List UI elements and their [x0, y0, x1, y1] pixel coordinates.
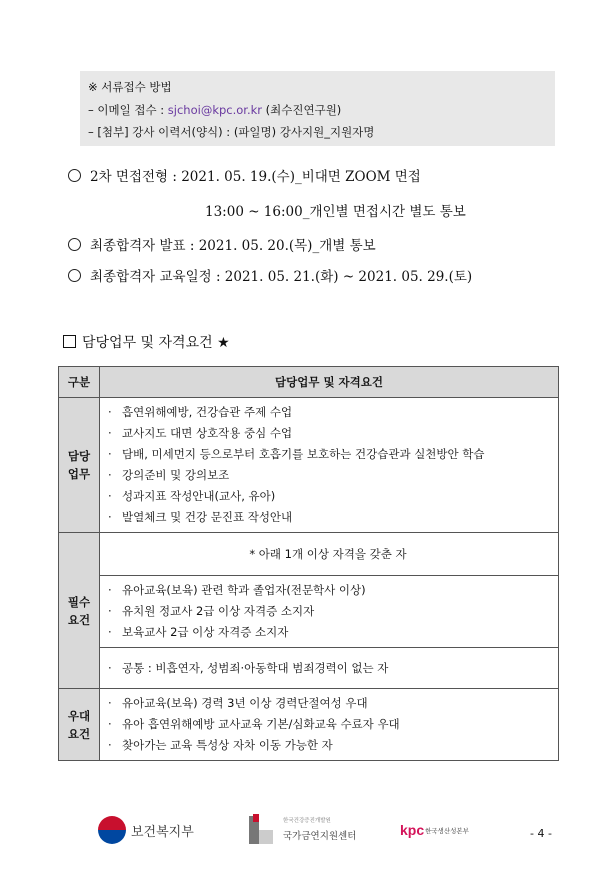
interview-time: 13:00 ~ 16:00_개인별 면접시간 별도 통보 [205, 204, 466, 220]
list-item: · 유치원 정교사 2급 이상 자격증 소지자 [108, 604, 315, 618]
ncsc-mark-icon [247, 814, 277, 846]
duties-table [58, 366, 559, 761]
final-announce-text: 최종합격자 발표 : 2021. 05. 20.(목)_개별 통보 [90, 238, 376, 254]
page-number: - 4 - [530, 827, 552, 840]
list-item: · 담배, 미세먼지 등으로부터 호흡기를 보호하는 건강습관과 실천방안 학습 [108, 447, 485, 461]
required-common: · 공통 : 비흡연자, 성범죄·아동학대 범죄경력이 없는 자 [100, 648, 559, 689]
list-item: · 유아교육(보육) 관련 학과 졸업자(전문학사 이상) [108, 583, 366, 597]
header-content: 담당업무 및 자격요건 [100, 367, 559, 398]
list-item: · 찾아가는 교육 특성상 자차 이동 가능한 자 [108, 738, 333, 752]
circle-bullet-icon [68, 238, 81, 251]
section-title-text: 담당업무 및 자격요건 ★ [82, 335, 230, 351]
list-item: · 강의준비 및 강의보조 [108, 468, 230, 482]
email-link[interactable]: sjchoi@kpc.or.kr [167, 103, 263, 117]
training-item [68, 265, 472, 285]
required-row [59, 533, 559, 576]
list-item: · 유아교육(보육) 경력 3년 이상 경력단절여성 우대 [108, 696, 368, 710]
email-line [88, 102, 341, 118]
kpc-mark: kpc [400, 822, 425, 838]
application-method-box [80, 71, 555, 146]
required-label: 필수 요건 [59, 533, 100, 689]
email-suffix: (최수진연구원) [262, 103, 342, 117]
required-items-row [59, 576, 559, 648]
header-category: 구분 [59, 367, 100, 398]
table-header-row [59, 367, 559, 398]
notice-title: ※ 서류접수 방법 [88, 80, 172, 94]
list-item: · 교사지도 대면 상호작용 중심 수업 [108, 426, 293, 440]
list-item: · 보육교사 2급 이상 자격증 소지자 [108, 625, 289, 639]
preferred-row [59, 689, 559, 761]
preferred-list [100, 689, 559, 761]
email-prefix: – 이메일 접수 : [88, 103, 168, 117]
duties-list [100, 398, 559, 533]
ncsc-logo [247, 812, 387, 848]
kpc-logo [400, 812, 510, 848]
duties-label: 담당 업무 [59, 398, 100, 533]
required-note: * 아래 1개 이상 자격을 갖춘 자 [100, 533, 559, 576]
ncsc-name-text: 국가금연지원센터 [283, 831, 357, 842]
list-item: · 흡연위해예방, 건강습관 주제 수업 [108, 405, 293, 419]
section-title [63, 332, 230, 352]
mohw-logo-text: 보건복지부 [131, 825, 194, 840]
circle-bullet-icon [68, 169, 81, 182]
duties-row [59, 398, 559, 533]
interview-item [68, 165, 421, 185]
circle-bullet-icon [68, 269, 81, 282]
attachment-line: – [첨부] 강사 이력서(양식) : (파일명) 강사지원_지원자명 [88, 125, 375, 139]
list-item: · 발열체크 및 건강 문진표 작성안내 [108, 510, 293, 524]
kpc-name-text: 한국생산성본부 [425, 827, 469, 835]
list-item: · 유아 흡연위해예방 교사교육 기본/심화교육 수료자 우대 [108, 717, 400, 731]
taegeuk-emblem-icon [98, 816, 126, 844]
list-item: · 성과지표 작성안내(교사, 유아) [108, 489, 276, 503]
square-bullet-icon [63, 335, 76, 348]
mohw-logo [98, 812, 198, 848]
ncsc-small-text: 한국건강증진개발원 [283, 818, 331, 824]
interview-text: 2차 면접전형 : 2021. 05. 19.(수)_비대면 ZOOM 면접 [90, 169, 421, 185]
required-common-row [59, 648, 559, 689]
preferred-label: 우대 요건 [59, 689, 100, 761]
required-list [100, 576, 559, 648]
final-announce-item [68, 234, 376, 254]
training-text: 최종합격자 교육일정 : 2021. 05. 21.(화) ~ 2021. 05. 29.(토) [90, 269, 473, 285]
